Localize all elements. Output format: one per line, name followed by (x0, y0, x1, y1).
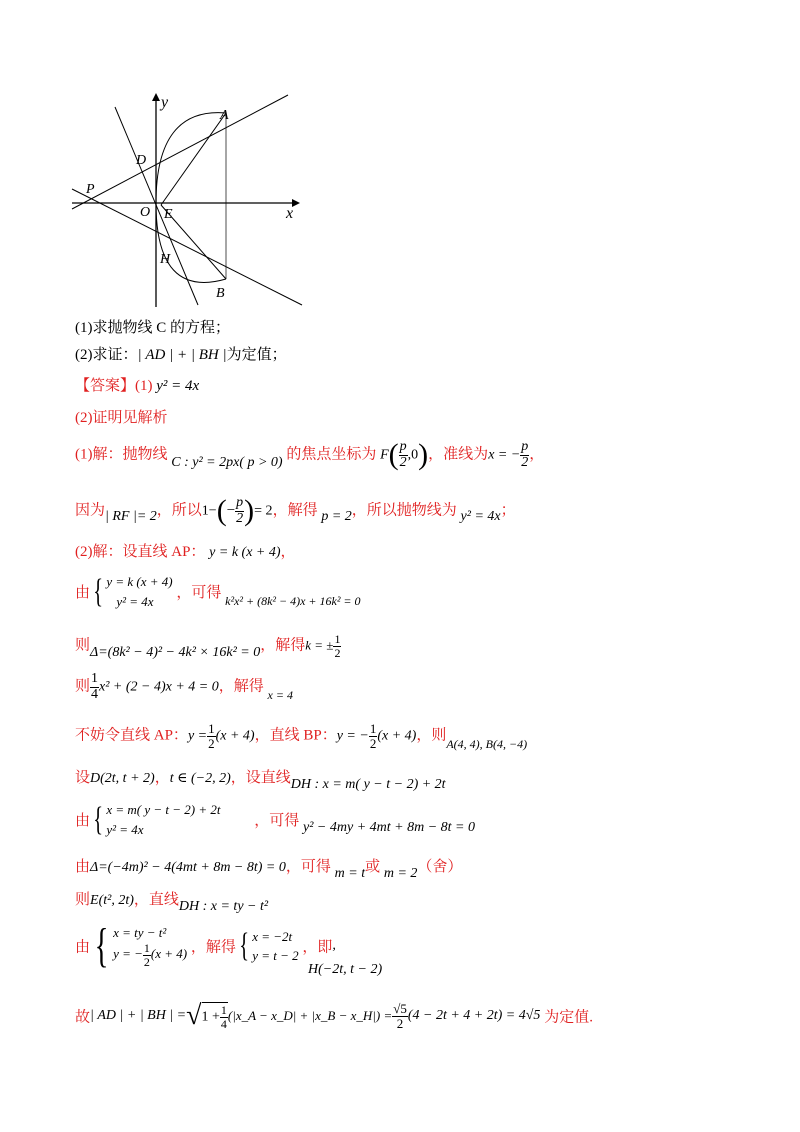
label-d: D (136, 153, 147, 168)
s2-f: = 2 (254, 503, 273, 519)
s11-c: ，直线 (133, 892, 179, 908)
s8-d: t ∈ (−2, 2) (169, 771, 231, 786)
s2-d: 1− (201, 503, 217, 519)
s8-a: 设 (75, 770, 91, 786)
s3-b: y = k (x + 4) (209, 545, 281, 560)
s1-d: F (380, 447, 389, 463)
question-2-expr: | AD | + | BH | (137, 347, 227, 363)
s6-c: x² + (2 − 4)x + 4 = 0 (99, 679, 219, 695)
s2-b: | RF |= 2 (105, 509, 157, 525)
solution-line-10 (75, 855, 463, 881)
s4-b2: y² = 4x (116, 593, 154, 609)
s1-f: ,0 (407, 447, 419, 463)
s7-e: y = − (336, 728, 369, 744)
s5-d-frac: $\frac{1}{2}$ (334, 632, 341, 660)
s13-g: 为定值. (544, 1009, 593, 1026)
s1-h: x = − (488, 447, 521, 463)
label-b: B (216, 286, 225, 301)
s2-i: ，所以抛物线为 (351, 502, 457, 519)
s13-c-frac: $\frac{1}{4}$ (220, 1002, 227, 1031)
label-x: x (286, 205, 294, 222)
y-axis-arrow (152, 93, 160, 101)
s13-a: 故 (75, 1009, 91, 1026)
s1-e-frac: $\frac{p}{2}$ (399, 438, 407, 470)
s2-j: y² = 4x (460, 509, 501, 525)
s7-b: y = (187, 728, 208, 744)
s7-h: A(4, 4), B(4, −4) (446, 736, 528, 751)
s4-a: 由 (75, 585, 91, 601)
s1-c: 的焦点坐标为 (286, 446, 377, 463)
s4-c: ，可得 (176, 585, 222, 601)
s1-b: C : y² = 2px( p > 0) (171, 455, 283, 471)
s12-d2: y = t − 2 (252, 948, 299, 963)
label-a: A (220, 108, 229, 123)
s6-a: 则 (75, 678, 91, 695)
solution-line-12: 由{ x = ty − t² y = − $\frac{1}{2}$ (x + 4) ，解得{ x = −2t y = t − 2 ，即, (75, 922, 382, 970)
s1-a: (1)解：抛物线 (75, 446, 168, 463)
s8-c: ， (154, 770, 170, 786)
s13-e-frac: $\frac{√5}{2}$ (393, 1000, 407, 1031)
s12-g: H(−2t, t − 2) (308, 962, 383, 977)
solution-line-4: 由{ y = k (x + 4) y² = 4x ，可得 $_{k^2x^2 + (8k^2 - 4)x + 16k^2 = 0}$ (75, 572, 361, 610)
s2-c: ，所以 (156, 502, 202, 519)
question-2 (75, 343, 287, 364)
s1-j: ， (529, 446, 545, 463)
s9-c: ，可得 (254, 813, 300, 829)
label-y: y (161, 94, 169, 111)
s10-f: m = 2 (383, 866, 418, 881)
s2-h: p = 2 (321, 509, 352, 525)
s2-g: ，解得 (272, 502, 318, 519)
s4-b1: y = k (x + 4) (106, 574, 173, 589)
s12-e: ，即 (302, 939, 333, 956)
solution-line-13: 故| AD | + | BH | =√1 + $\frac{1}{4}$ (|x_A − x_D| + |x_B − x_H|) = $\frac{√5}{2}$ (4 − 2t + 4 + 2t) = 4√5 为定值. (75, 1000, 593, 1031)
s7-b-frac: $\frac{1}{2}$ (208, 721, 215, 751)
solution-line-6 (75, 672, 293, 702)
answer-1-prefix: (1) (135, 378, 157, 394)
solution-line-5 (75, 633, 341, 659)
s5-d: k = ± (305, 637, 334, 653)
solution-line-11 (75, 888, 269, 914)
s8-e: ，设直线 (230, 770, 291, 786)
s10-a: 由 (75, 859, 91, 875)
question-1: (1)求抛物线 C 的方程； (75, 320, 230, 336)
segment-ea (161, 113, 226, 205)
s7-c: (x + 4) (215, 728, 255, 744)
answer-1-expr: y² = 4x (156, 378, 200, 394)
tangent-line-pb (72, 189, 302, 305)
answer-tag: 【答案】 (75, 378, 136, 394)
s2-e-frac: $\frac{p}{2}$ (236, 494, 244, 526)
solution-line-1: (1)解：抛物线 C : y² = 2px( p > 0) 的焦点坐标为 F( $\frac{p}{2}$ ,0)，准线为x = − $\frac{p}{2}$ ， (75, 438, 545, 471)
geometry-figure (60, 85, 310, 315)
s6-d: ，解得 (218, 678, 264, 695)
s1-i-frac: $\frac{p}{2}$ (521, 438, 529, 470)
s12-a: 由 (75, 939, 91, 956)
question-2-suffix: 为定值； (226, 347, 287, 363)
s7-g: ，则 (416, 727, 447, 744)
s5-c: ，解得 (260, 637, 306, 654)
s10-g: （舍） (417, 859, 463, 875)
solution-line-9: 由{ x = m( y − t − 2) + 2t y² = 4x ，可得 y² − 4my + 4mt + 8m − 8t = 0 (75, 800, 475, 838)
s9-b1: x = m( y − t − 2) + 2t (106, 802, 221, 817)
s11-b: E(t², 2t) (90, 893, 134, 908)
s7-e-frac: $\frac{1}{2}$ (369, 721, 377, 751)
s11-a: 则 (75, 892, 91, 908)
solution-line-8 (75, 766, 446, 792)
s5-a: 则 (75, 637, 91, 654)
s9-b2: y² = 4x (106, 821, 144, 837)
solution-line-2: 因为| RF |= 2，所以1−(− $\frac{p}{2}$ )= 2，解得 p = 2，所以抛物线为 y² = 4x； (75, 494, 516, 527)
question-2-prefix: (2)求证： (75, 347, 138, 363)
s8-b: D(2t, t + 2) (90, 771, 155, 786)
label-o: O (140, 205, 151, 220)
s7-d: ，直线 BP： (254, 727, 337, 744)
s3-c: ， (280, 544, 296, 560)
s9-a: 由 (75, 813, 91, 829)
s13-d: (|x_A − x_D| + |x_B − x_H|) = (227, 1008, 393, 1023)
s1-g: ，准线为 (428, 446, 489, 463)
s12-c: ，解得 (190, 939, 236, 956)
solution-line-7 (75, 722, 527, 750)
s13-f: (4 − 2t + 4 + 2t) = 4√5 (407, 1008, 541, 1023)
s12-b1: x = ty − t² (113, 924, 167, 940)
s9-d: y² − 4my + 4mt + 8m − 8t = 0 (303, 819, 475, 835)
tangent-line-pa (72, 95, 288, 209)
s10-e: 或 (365, 859, 381, 875)
s11-d: DH : x = ty − t² (178, 899, 269, 914)
s12-f: , (332, 938, 336, 953)
s10-b: Δ=(−4m)² − 4(4mt + 8m − 8t) = 0 (90, 860, 286, 875)
solution-line-3 (75, 540, 296, 561)
s6-b-frac: $\frac{1}{4}$ (91, 671, 99, 702)
s8-f: DH : x = m( y − t − 2) + 2t (290, 777, 446, 792)
x-axis-arrow (292, 199, 300, 207)
s3-a: (2)解：设直线 AP： (75, 544, 206, 560)
s7-f: (x + 4) (377, 728, 417, 744)
label-h: H (160, 252, 171, 267)
s12-b2: y = − $\frac{1}{2}$ (x + 4) (113, 941, 188, 969)
s10-d: m = t (334, 866, 366, 881)
s2-a: 因为 (75, 502, 106, 519)
s13-c: 1 + (201, 1009, 220, 1025)
s6-e: x = 4 (267, 687, 293, 702)
s10-c: ，可得 (285, 859, 331, 875)
s7-a: 不妨令直线 AP： (75, 727, 188, 744)
s13-b: | AD | + | BH | = (90, 1008, 187, 1023)
s5-b: Δ=(8k² − 4)² − 4k² × 16k² = 0 (90, 644, 261, 660)
label-p: P (86, 182, 95, 197)
answer-line-2: (2)证明见解析 (75, 410, 168, 426)
answer-line-1 (75, 374, 199, 395)
label-e: E (164, 207, 173, 222)
s4-d: k²x² + (8k² − 4)x + 16k² = 0 (225, 594, 361, 608)
s2-k: ； (500, 502, 516, 519)
s12-d1: x = −2t (252, 928, 293, 944)
